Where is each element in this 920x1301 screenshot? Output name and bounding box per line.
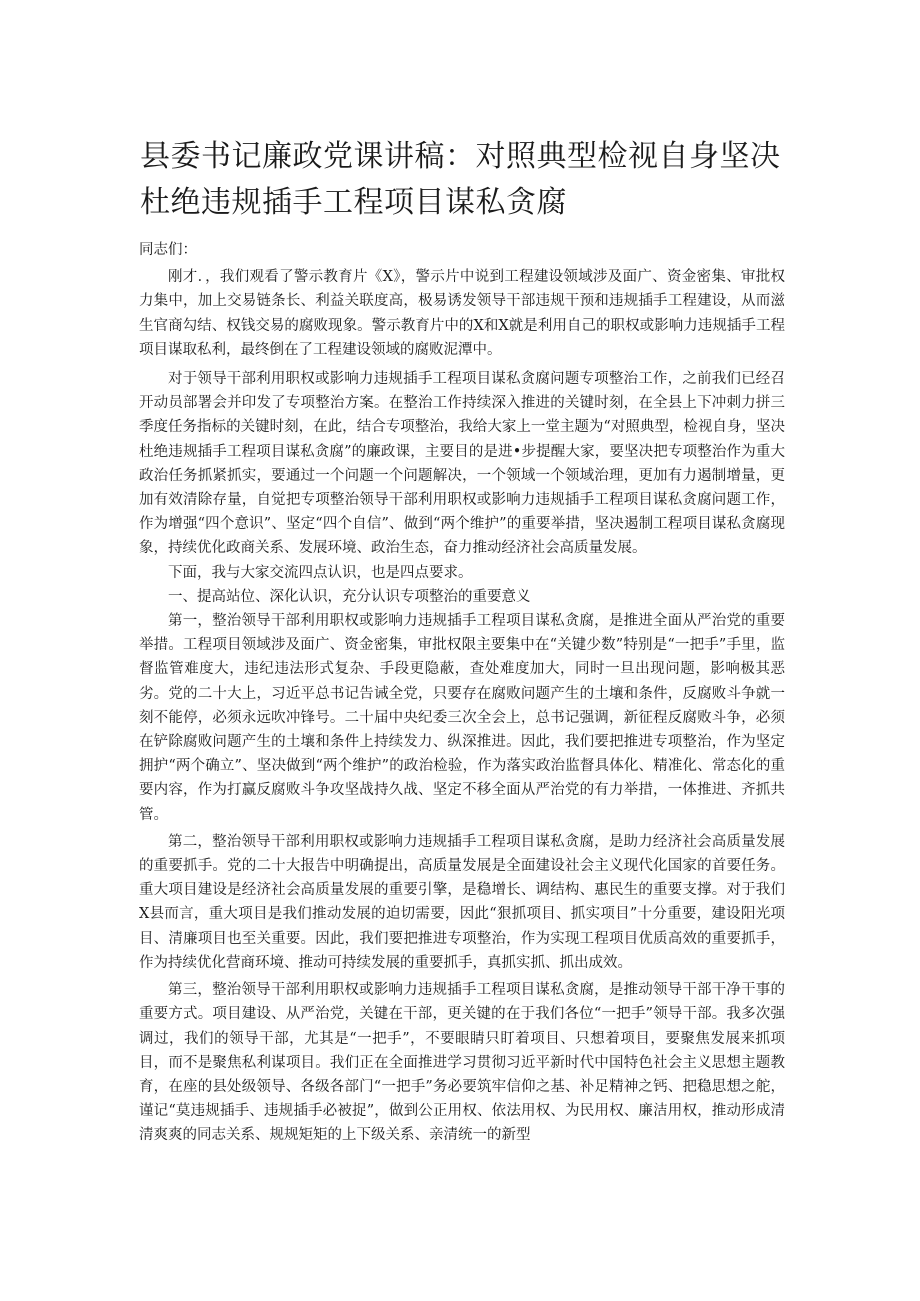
paragraph-4: 第一，整治领导干部利用职权或影响力违规插手工程项目谋私贪腐，是推进全面从严治党的重要举措。工程项目领域涉及面广、资金密集，审批权限主要集中在“关键少数”特别是“一把手”手里，监督监管难度大，违纪违法形式复杂、手段更隐蔽，查处难度加大，同时一旦出现问题，影响极其恶劣。党的二十大上，习近平总书记告诫全党，只要存在腐败问题产生的土壤和条件，反腐败斗争就一刻不能停，必须永远吹冲锋号。二十届中央纪委三次全会上，总书记强调，新征程反腐败斗争，必须在铲除腐败问题产生的土壤和条件上持续发力、纵深推进。因此，我们要把推进专项整治，作为坚定拥护“两个确立”、坚决做到“两个维护”的政治检验，作为落实政治监督具体化、精准化、常态化的重要内容，作为打赢反腐败斗争攻坚战持久战、坚定不移全面从严治党的有力举措，一体推进、齐抓共管。 [139, 613, 785, 823]
paragraph-3: 下面，我与大家交流四点认识，也是四点要求。 [168, 564, 473, 581]
paragraph-6: 第三，整治领导干部利用职权或影响力违规插手工程项目谋私贪腐，是推动领导干部干净干事的重要方式。项目建设、从严治党，关键在干部，更关键的在于我们各位“一把手”领导干部。我多次强调过，我们的领导干部，尤其是“一把手”，不要眼睛只盯着项目、只想着项目，要聚焦发展来抓项目，而不是聚焦私利谋项目。我们正在全面推进学习贯彻习近平新时代中国特色社会主义思想主题教育，在座的县处级领导、各级各部门“一把手”务必要筑牢信仰之基、补足精神之钙、把稳思想之舵，谨记“莫违规插手、违规插手必被捉”，做到公正用权、依法用权、为民用权、廉洁用权，推动形成清清爽爽的同志关系、规规矩矩的上下级关系、亲清统一的新型 [139, 982, 785, 1144]
document-body [139, 238, 785, 1148]
salutation: 同志们： [139, 242, 197, 258]
document-title: 县委书记廉政党课讲稿：对照典型检视自身坚决杜绝违规插手工程项目谋私贪腐 [140, 139, 781, 220]
paragraph-2: 对于领导干部利用职权或影响力违规插手工程项目谋私贪腐问题专项整治工作，之前我们已经召开动员部署会并印发了专项整治方案。在整治工作持续深入推进的关键时刻，在全县上下冲刺力拼三季度任务指标的关键时刻，在此，结合专项整治，我给大家上一堂主题为“对照典型，检视自身，坚决杜绝违规插手工程项目谋私贪腐”的廉政课，主要目的是进•步提醒大家，要坚决把专项整治作为重大政治任务抓紧抓实，要通过一个问题一个问题解决，一个领域一个领域治理，更加有力遏制增量，更加有效清除存量，自觉把专项整治领导干部利用职权或影响力违规插手工程项目谋私贪腐问题工作，作为增强“四个意识”、坚定“四个自信”、做到“两个维护”的重要举措，坚决遏制工程项目谋私贪腐现象，持续优化政商关系、发展环境、政治生态，奋力推动经济社会高质量发展。 [139, 371, 785, 557]
paragraph-1: 刚才．，我们观看了警示教育片《X》，警示片中说到工程建设领域涉及面广、资金密集、审批权力集中，加上交易链条长、利益关联度高，极易诱发领导干部违规干预和违规插手工程建设，从而滋生官商勾结、权钱交易的腐败现象。警示教育片中的X和X就是利用自己的职权或影响力违规插手工程项目谋取私利，最终倒在了工程建设领域的腐败泥潭中。 [139, 269, 785, 358]
paragraph-5: 第二，整治领导干部利用职权或影响力违规插手工程项目谋私贪腐，是助力经济社会高质量发展的重要抓手。党的二十大报告中明确提出，高质量发展是全面建设社会主义现代化国家的首要任务。重大项目建设是经济社会高质量发展的重要引擎，是稳增长、调结构、惠民生的重要支撑。对于我们X县而言，重大项目是我们推动发展的迫切需要，因此“狠抓项目、抓实项目”十分重要，建设阳光项目、清廉项目也至关重要。因此，我们要把推进专项整治，作为实现工程项目优质高效的重要抓手，作为持续优化营商环境、推动可持续发展的重要抓手，真抓实抓、抓出成效。 [139, 833, 785, 971]
section-heading-1: 一、提高站位、深化认识，充分认识专项整治的重要意义 [168, 588, 531, 605]
